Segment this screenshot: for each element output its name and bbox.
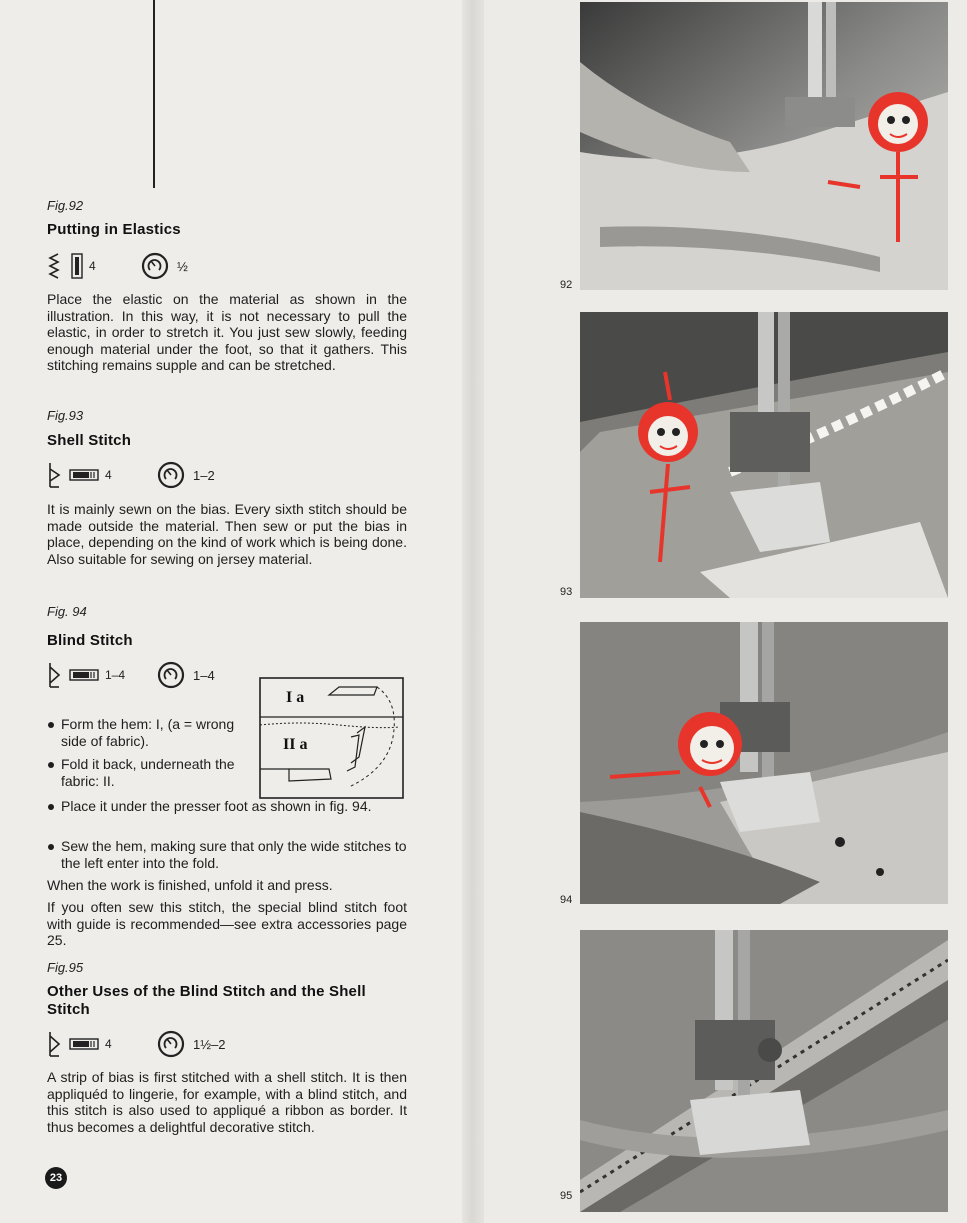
bullet-dot	[48, 762, 54, 768]
bullet-dot	[48, 804, 54, 810]
stitch-length-icon	[69, 468, 99, 482]
page-gutter	[462, 0, 484, 1223]
bullet-text: Sew the hem, making sure that only the wide stitches to the left enter into the fold.	[61, 838, 407, 871]
stitch-length-icon	[69, 1037, 99, 1051]
stitch-width-dial-icon	[157, 1030, 185, 1058]
shell-stitch-icon	[47, 461, 61, 489]
bullet-dot	[48, 844, 54, 850]
hem-diagram	[259, 677, 404, 799]
settings-row-92	[47, 252, 188, 280]
bullet-dot	[48, 722, 54, 728]
bullet-text: Fold it back, underneath the fabric: II.	[61, 756, 235, 789]
top-rule	[153, 0, 155, 188]
bullet-text: Place it under the presser foot as shown in fig. 94.	[61, 798, 372, 814]
stitch-width-dial-icon	[157, 661, 185, 689]
paragraph-92: Place the elastic on the material as shown in the illustration. In this way, it is not necessary to pull the elastic, in order to stretch it. You just sew slowly, feeding enough material under the foot, so that it gathers. This stitching remains supple and can be stretched.	[47, 291, 407, 373]
photo-fig-95	[580, 930, 948, 1212]
section-heading-elastics: Putting in Elastics	[47, 221, 181, 238]
bullet-place-under-foot	[61, 798, 407, 815]
elastic-stitch-icon	[47, 252, 61, 280]
photo-fig-92	[580, 2, 948, 290]
fig-92-label: Fig.92	[47, 198, 84, 213]
diagram-label-ia: I a	[286, 689, 305, 706]
settings-row-94	[47, 661, 215, 689]
paragraph-93: It is mainly sewn on the bias. Every sixth stitch should be made outside the material. Then sew or put the bias in place, depending on the kind of work which is being done. Also suitable for sewing on jersey material.	[47, 501, 407, 567]
dial-value-92: ½	[177, 258, 188, 274]
bullet-text: Form the hem: I, (a = wrong side of fabric).	[61, 716, 235, 749]
figure-number-93: 93	[560, 586, 573, 598]
setting-value-94: 1–4	[105, 668, 126, 682]
bullet-sew-hem	[61, 838, 407, 871]
photo-fig-93	[580, 312, 948, 598]
settings-row-95	[47, 1030, 226, 1058]
paragraph-94-b: If you often sew this stitch, the special blind stitch foot with guide is recommended—see extra accessories page 25.	[47, 899, 407, 948]
paragraph-95: A strip of bias is first stitched with a shell stitch. It is then appliquéd to lingerie, for example, with a blind stitch, and this stitch is also used to appliqué a ribbon as border. It thus becomes a delightful decorative stitch.	[47, 1069, 407, 1135]
section-heading-shell: Shell Stitch	[47, 432, 132, 449]
dial-value-93: 1–2	[193, 467, 215, 483]
figure-number-95: 95	[560, 1190, 573, 1202]
paragraph-94-a: When the work is finished, unfold it and press.	[47, 877, 333, 893]
needle-position-icon	[71, 253, 83, 279]
bullet-fold-back	[61, 756, 245, 789]
fig-94-label: Fig. 94	[47, 604, 87, 619]
dial-value-94: 1–4	[193, 667, 215, 683]
stitch-width-dial-icon	[157, 461, 185, 489]
dial-value-95: 1½–2	[193, 1036, 226, 1052]
stitch-length-icon	[69, 668, 99, 682]
figure-number-92: 92	[560, 279, 573, 291]
stitch-width-dial-icon	[141, 252, 169, 280]
bullet-form-hem	[61, 716, 245, 749]
blind-stitch-icon	[47, 1030, 61, 1058]
section-heading-blind: Blind Stitch	[47, 632, 133, 649]
section-heading-other-uses: Other Uses of the Blind Stitch and the Shell Stitch	[47, 983, 366, 1018]
figure-number-94: 94	[560, 894, 573, 906]
fig-93-label: Fig.93	[47, 408, 84, 423]
fig-95-label: Fig.95	[47, 960, 84, 975]
setting-value-93: 4	[105, 468, 112, 482]
blind-stitch-icon	[47, 661, 61, 689]
page-number-badge: 23	[45, 1167, 67, 1189]
setting-value-92: 4	[89, 259, 96, 273]
diagram-label-iia: II a	[283, 736, 308, 753]
settings-row-93	[47, 461, 215, 489]
setting-value-95: 4	[105, 1037, 112, 1051]
photo-fig-94	[580, 622, 948, 904]
